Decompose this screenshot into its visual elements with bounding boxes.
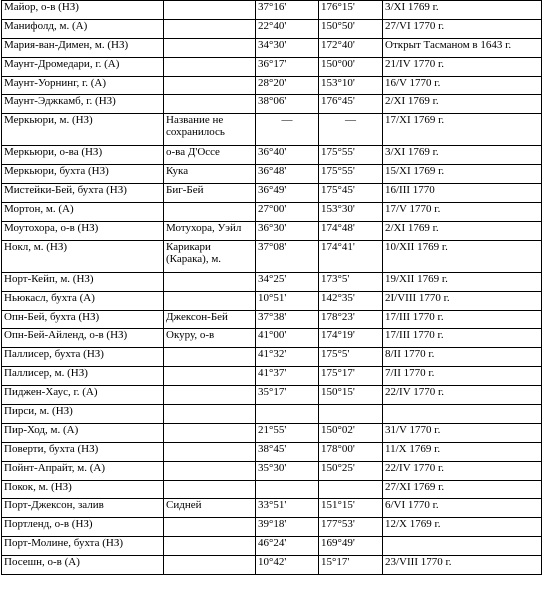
longitude-cell [319, 480, 383, 499]
longitude-cell: 150°02' [319, 423, 383, 442]
discovery-date-cell: 16/III 1770 [383, 184, 542, 203]
discovery-date-cell: 17/XI 1769 г. [383, 114, 542, 146]
discovery-date-cell: 23/VIII 1770 г. [383, 556, 542, 575]
alternate-name-cell [164, 556, 256, 575]
latitude-cell: 41°37' [256, 367, 319, 386]
discovery-date-cell: 8/II 1770 г. [383, 348, 542, 367]
alternate-name-cell [164, 461, 256, 480]
discovery-date-cell: 17/III 1770 г. [383, 329, 542, 348]
place-name-cell: Пойнт-Апрайт, м. (А) [2, 461, 164, 480]
discovery-date-cell: 17/V 1770 г. [383, 203, 542, 222]
discovery-date-cell: 10/XII 1769 г. [383, 240, 542, 272]
discovery-date-cell: 2/XI 1769 г. [383, 221, 542, 240]
latitude-cell: 36°49' [256, 184, 319, 203]
discovery-date-cell: 31/V 1770 г. [383, 423, 542, 442]
table-row [2, 221, 542, 240]
table-row [2, 95, 542, 114]
discovery-date-cell: 3/XI 1769 г. [383, 146, 542, 165]
alternate-name-cell: Карикари (Карака), м. [164, 240, 256, 272]
place-name-cell: Посешн, о-в (А) [2, 556, 164, 575]
place-name-cell: Мистейки-Бей, бухта (НЗ) [2, 184, 164, 203]
longitude-cell: 150°00' [319, 57, 383, 76]
discovery-date-cell: 15/XI 1769 г. [383, 165, 542, 184]
latitude-cell: 35°17' [256, 386, 319, 405]
longitude-cell: 173°5' [319, 272, 383, 291]
longitude-cell: 174°41' [319, 240, 383, 272]
place-name-cell: Маунт-Эджкамб, г. (НЗ) [2, 95, 164, 114]
alternate-name-cell [164, 480, 256, 499]
latitude-cell: 10°51' [256, 291, 319, 310]
table-row [2, 386, 542, 405]
discovery-date-cell: 22/IV 1770 г. [383, 386, 542, 405]
table-row [2, 57, 542, 76]
place-name-cell: Покок, м. (НЗ) [2, 480, 164, 499]
latitude-cell: 28°20' [256, 76, 319, 95]
table-row [2, 240, 542, 272]
latitude-cell: 36°48' [256, 165, 319, 184]
latitude-cell: 10°42' [256, 556, 319, 575]
alternate-name-cell: Название не сохранилось [164, 114, 256, 146]
place-name-cell: Моутохора, о-в (НЗ) [2, 221, 164, 240]
alternate-name-cell [164, 537, 256, 556]
table-row [2, 367, 542, 386]
place-name-cell: Манифолд, м. (А) [2, 19, 164, 38]
table-row [2, 114, 542, 146]
discovery-date-cell: 2/XI 1769 г. [383, 95, 542, 114]
place-name-cell: Пиджен-Хаус, г. (А) [2, 386, 164, 405]
place-name-cell: Мортон, м. (А) [2, 203, 164, 222]
place-name-cell: Норт-Кейп, м. (НЗ) [2, 272, 164, 291]
latitude-cell: 33°51' [256, 499, 319, 518]
longitude-cell: 142°35' [319, 291, 383, 310]
alternate-name-cell: Окуру, о-в [164, 329, 256, 348]
alternate-name-cell [164, 272, 256, 291]
longitude-cell: 177°53' [319, 518, 383, 537]
longitude-cell: 174°19' [319, 329, 383, 348]
place-name-cell: Портленд, о-в (НЗ) [2, 518, 164, 537]
longitude-cell: 175°5' [319, 348, 383, 367]
discovery-date-cell: 17/III 1770 г. [383, 310, 542, 329]
discovery-date-cell: 22/IV 1770 г. [383, 461, 542, 480]
table-row [2, 146, 542, 165]
alternate-name-cell [164, 405, 256, 424]
place-name-cell: Порт-Джексон, залив [2, 499, 164, 518]
longitude-cell: 15°17' [319, 556, 383, 575]
place-name-cell: Опн-Бей, бухта (НЗ) [2, 310, 164, 329]
longitude-cell: 175°45' [319, 184, 383, 203]
discovery-date-cell: 2I/VIII 1770 г. [383, 291, 542, 310]
latitude-cell: 38°06' [256, 95, 319, 114]
alternate-name-cell [164, 1, 256, 20]
alternate-name-cell: Биг-Бей [164, 184, 256, 203]
latitude-cell: 22°40' [256, 19, 319, 38]
discovery-date-cell: 27/XI 1769 г. [383, 480, 542, 499]
table-row [2, 1, 542, 20]
discovery-date-cell: 7/II 1770 г. [383, 367, 542, 386]
table-row [2, 272, 542, 291]
place-name-cell: Меркьюри, о-ва (НЗ) [2, 146, 164, 165]
table-body [2, 1, 542, 575]
latitude-cell: — [256, 114, 319, 146]
discovery-date-cell: 19/XII 1769 г. [383, 272, 542, 291]
alternate-name-cell [164, 367, 256, 386]
latitude-cell: 34°30' [256, 38, 319, 57]
alternate-name-cell [164, 423, 256, 442]
latitude-cell: 36°17' [256, 57, 319, 76]
place-name-cell: Меркьюри, бухта (НЗ) [2, 165, 164, 184]
place-name-cell: Меркьюри, м. (НЗ) [2, 114, 164, 146]
alternate-name-cell: Мотухора, Уэйл [164, 221, 256, 240]
longitude-cell: 175°17' [319, 367, 383, 386]
longitude-cell: 178°23' [319, 310, 383, 329]
table-row [2, 76, 542, 95]
longitude-cell: 175°55' [319, 165, 383, 184]
latitude-cell: 46°24' [256, 537, 319, 556]
alternate-name-cell [164, 19, 256, 38]
latitude-cell: 41°32' [256, 348, 319, 367]
discovery-date-cell: 6/VI 1770 г. [383, 499, 542, 518]
latitude-cell: 38°45' [256, 442, 319, 461]
table-row [2, 518, 542, 537]
longitude-cell: — [319, 114, 383, 146]
alternate-name-cell [164, 518, 256, 537]
place-name-cell: Паллисер, бухта (НЗ) [2, 348, 164, 367]
alternate-name-cell: о-ва Д'Осcе [164, 146, 256, 165]
longitude-cell: 153°30' [319, 203, 383, 222]
discovery-date-cell: 12/X 1769 г. [383, 518, 542, 537]
table-row [2, 556, 542, 575]
longitude-cell: 172°40' [319, 38, 383, 57]
place-name-cell: Мария-ван-Димен, м. (НЗ) [2, 38, 164, 57]
alternate-name-cell: Кука [164, 165, 256, 184]
table-row [2, 329, 542, 348]
discovery-date-cell: 3/XI 1769 г. [383, 1, 542, 20]
discovery-date-cell: 11/X 1769 г. [383, 442, 542, 461]
alternate-name-cell: Джексон-Бей [164, 310, 256, 329]
alternate-name-cell [164, 348, 256, 367]
place-name-cell: Опн-Бей-Айленд, о-в (НЗ) [2, 329, 164, 348]
latitude-cell: 35°30' [256, 461, 319, 480]
latitude-cell: 36°30' [256, 221, 319, 240]
place-name-cell: Паллисер, м. (НЗ) [2, 367, 164, 386]
table-row [2, 480, 542, 499]
alternate-name-cell [164, 38, 256, 57]
latitude-cell: 27°00' [256, 203, 319, 222]
longitude-cell: 176°45' [319, 95, 383, 114]
latitude-cell: 37°16' [256, 1, 319, 20]
alternate-name-cell [164, 386, 256, 405]
longitude-cell: 150°15' [319, 386, 383, 405]
alternate-name-cell [164, 76, 256, 95]
latitude-cell: 36°40' [256, 146, 319, 165]
table-row [2, 442, 542, 461]
latitude-cell: 37°38' [256, 310, 319, 329]
latitude-cell: 39°18' [256, 518, 319, 537]
table-row [2, 184, 542, 203]
longitude-cell: 176°15' [319, 1, 383, 20]
discovery-date-cell: 16/V 1770 г. [383, 76, 542, 95]
place-name-cell: Маунт-Уорнинг, г. (А) [2, 76, 164, 95]
place-name-cell: Маунт-Дромедари, г. (А) [2, 57, 164, 76]
place-name-cell: Майор, о-в (НЗ) [2, 1, 164, 20]
table-row [2, 19, 542, 38]
alternate-name-cell: Сидней [164, 499, 256, 518]
latitude-cell: 37°08' [256, 240, 319, 272]
table-row [2, 203, 542, 222]
table-row [2, 38, 542, 57]
latitude-cell: 41°00' [256, 329, 319, 348]
table-row [2, 499, 542, 518]
table-row [2, 423, 542, 442]
table-row [2, 291, 542, 310]
latitude-cell [256, 480, 319, 499]
place-name-cell: Нокл, м. (НЗ) [2, 240, 164, 272]
place-name-cell: Пир-Ход, м. (А) [2, 423, 164, 442]
place-name-cell: Поверти, бухта (НЗ) [2, 442, 164, 461]
longitude-cell: 151°15' [319, 499, 383, 518]
alternate-name-cell [164, 291, 256, 310]
table-row [2, 537, 542, 556]
latitude-cell: 21°55' [256, 423, 319, 442]
alternate-name-cell [164, 442, 256, 461]
table-row [2, 348, 542, 367]
longitude-cell: 153°10' [319, 76, 383, 95]
place-name-cell: Пирси, м. (НЗ) [2, 405, 164, 424]
longitude-cell: 150°25' [319, 461, 383, 480]
longitude-cell: 169°49' [319, 537, 383, 556]
discovery-date-cell: 27/VI 1770 г. [383, 19, 542, 38]
latitude-cell: 34°25' [256, 272, 319, 291]
discovery-date-cell: Открыт Тасманом в 1643 г. [383, 38, 542, 57]
latitude-cell [256, 405, 319, 424]
longitude-cell: 150°50' [319, 19, 383, 38]
table-row [2, 310, 542, 329]
place-name-cell: Порт-Молине, бухта (НЗ) [2, 537, 164, 556]
alternate-name-cell [164, 95, 256, 114]
longitude-cell: 175°55' [319, 146, 383, 165]
alternate-name-cell [164, 203, 256, 222]
table-row [2, 405, 542, 424]
discovery-date-cell [383, 405, 542, 424]
discovery-date-cell [383, 537, 542, 556]
longitude-cell: 178°00' [319, 442, 383, 461]
geographic-names-table [1, 0, 542, 575]
table-row [2, 165, 542, 184]
longitude-cell: 174°48' [319, 221, 383, 240]
alternate-name-cell [164, 57, 256, 76]
longitude-cell [319, 405, 383, 424]
table-row [2, 461, 542, 480]
place-name-cell: Ньюкасл, бухта (А) [2, 291, 164, 310]
discovery-date-cell: 21/IV 1770 г. [383, 57, 542, 76]
